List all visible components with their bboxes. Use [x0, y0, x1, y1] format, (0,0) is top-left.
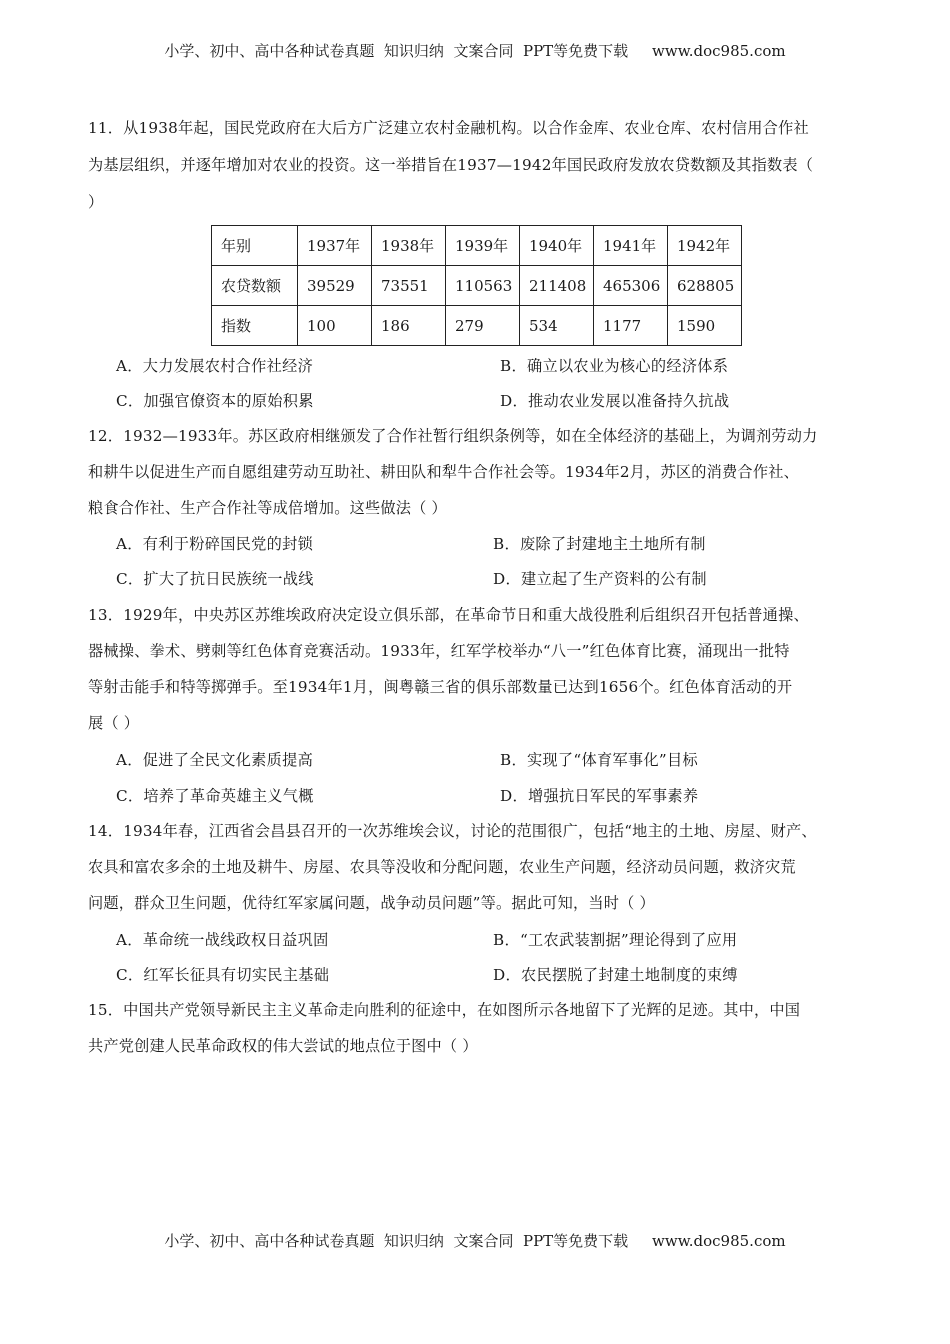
- table-cell: 186: [372, 306, 446, 346]
- table-cell: 农贷数额: [212, 266, 298, 306]
- q14-option-a[interactable]: A．革命统一战线政权日益巩固: [116, 931, 329, 949]
- table-row: [212, 226, 742, 266]
- table-cell: 1937年: [298, 226, 372, 266]
- q11-line-2: 为基层组织，并逐年增加对农业的投资。这一举措旨在1937—1942年国民政府发放农贷数额及其指数表（: [88, 156, 814, 174]
- table-cell: 1941年: [594, 226, 668, 266]
- q14-line-1: 14．1934年春，江西省会昌县召开的一次苏维埃会议，讨论的范围很广，包括“地主的土地、房屋、财产、: [88, 822, 817, 840]
- table-cell: 211408: [520, 266, 594, 306]
- q11-line-1: 11．从1938年起，国民党政府在大后方广泛建立农村金融机构。以合作金库、农业仓库、农村信用合作社: [88, 119, 809, 137]
- q13-option-c[interactable]: C．培养了革命英雄主义气概: [116, 787, 314, 805]
- table-cell: 指数: [212, 306, 298, 346]
- table-cell: 1940年: [520, 226, 594, 266]
- table-cell: 1177: [594, 306, 668, 346]
- q11-option-a[interactable]: A．大力发展农村合作社经济: [116, 357, 314, 375]
- loan-table: [211, 225, 742, 346]
- q12-option-d[interactable]: D．建立起了生产资料的公有制: [493, 570, 707, 588]
- table-cell: 279: [446, 306, 520, 346]
- table-cell: 1939年: [446, 226, 520, 266]
- q13-option-b[interactable]: B．实现了“体育军事化”目标: [500, 751, 698, 769]
- q13-option-a[interactable]: A．促进了全民文化素质提高: [116, 751, 314, 769]
- q11-line-3: ）: [88, 193, 104, 211]
- page-header: 小学、初中、高中各种试卷真题 知识归纳 文案合同 PPT等免费下载 www.doc985.com: [164, 42, 786, 60]
- table-cell: 1942年: [668, 226, 742, 266]
- q12-option-a[interactable]: A．有利于粉碎国民党的封锁: [116, 535, 314, 553]
- table-row: [212, 306, 742, 346]
- q12-line-1: 12．1932—1933年。苏区政府相继颁发了合作社暂行组织条例等，如在全体经济的基础上，为调剂劳动力: [88, 427, 818, 445]
- q14-line-2: 农具和富农多余的土地及耕牛、房屋、农具等没收和分配问题，农业生产问题，经济动员问题，救济灾荒: [88, 858, 796, 876]
- table-row: [212, 266, 742, 306]
- q12-option-c[interactable]: C．扩大了抗日民族统一战线: [116, 570, 314, 588]
- q11-option-b[interactable]: B．确立以农业为核心的经济体系: [500, 357, 729, 375]
- q15-line-1: 15．中国共产党领导新民主主义革命走向胜利的征途中，在如图所示各地留下了光辉的足迹。其中，中国: [88, 1001, 801, 1019]
- q13-line-2: 器械操、拳术、劈刺等红色体育竞赛活动。1933年，红军学校举办“八一”红色体育比赛，涌现出一批特: [88, 642, 790, 660]
- q12-line-2: 和耕牛以促进生产而自愿组建劳动互助社、耕田队和犁牛合作社会等。1934年2月，苏区的消费合作社、: [88, 463, 799, 481]
- table-cell: 39529: [298, 266, 372, 306]
- table-cell: 73551: [372, 266, 446, 306]
- q13-line-1: 13．1929年，中央苏区苏维埃政府决定设立俱乐部，在革命节日和重大战役胜利后组织召开包括普通操、: [88, 606, 809, 624]
- q14-option-c[interactable]: C．红军长征具有切实民主基础: [116, 966, 330, 984]
- table-cell: 年别: [212, 226, 298, 266]
- table-cell: 465306: [594, 266, 668, 306]
- q11-option-d[interactable]: D．推动农业发展以准备持久抗战: [500, 392, 730, 410]
- q13-line-4: 展（ ）: [88, 714, 140, 732]
- table-cell: 628805: [668, 266, 742, 306]
- q11-option-c[interactable]: C．加强官僚资本的原始积累: [116, 392, 314, 410]
- page-footer: 小学、初中、高中各种试卷真题 知识归纳 文案合同 PPT等免费下载 www.doc985.com: [164, 1232, 786, 1250]
- q14-option-d[interactable]: D．农民摆脱了封建土地制度的束缚: [493, 966, 738, 984]
- q14-option-b[interactable]: B．“工农武装割据”理论得到了应用: [493, 931, 738, 949]
- table-cell: 534: [520, 306, 594, 346]
- q14-line-3: 问题，群众卫生问题，优待红军家属问题，战争动员问题”等。据此可知，当时（ ）: [88, 894, 655, 912]
- table-cell: 110563: [446, 266, 520, 306]
- table-cell: 1590: [668, 306, 742, 346]
- q12-line-3: 粮食合作社、生产合作社等成倍增加。这些做法（ ）: [88, 499, 447, 517]
- q13-option-d[interactable]: D．增强抗日军民的军事素养: [500, 787, 699, 805]
- table-cell: 1938年: [372, 226, 446, 266]
- q12-option-b[interactable]: B．废除了封建地主土地所有制: [493, 535, 706, 553]
- table-cell: 100: [298, 306, 372, 346]
- q13-line-3: 等射击能手和特等掷弹手。至1934年1月，闽粤赣三省的俱乐部数量已达到1656个。红色体育活动的开: [88, 678, 793, 696]
- q15-line-2: 共产党创建人民革命政权的伟大尝试的地点位于图中（ ）: [88, 1037, 478, 1055]
